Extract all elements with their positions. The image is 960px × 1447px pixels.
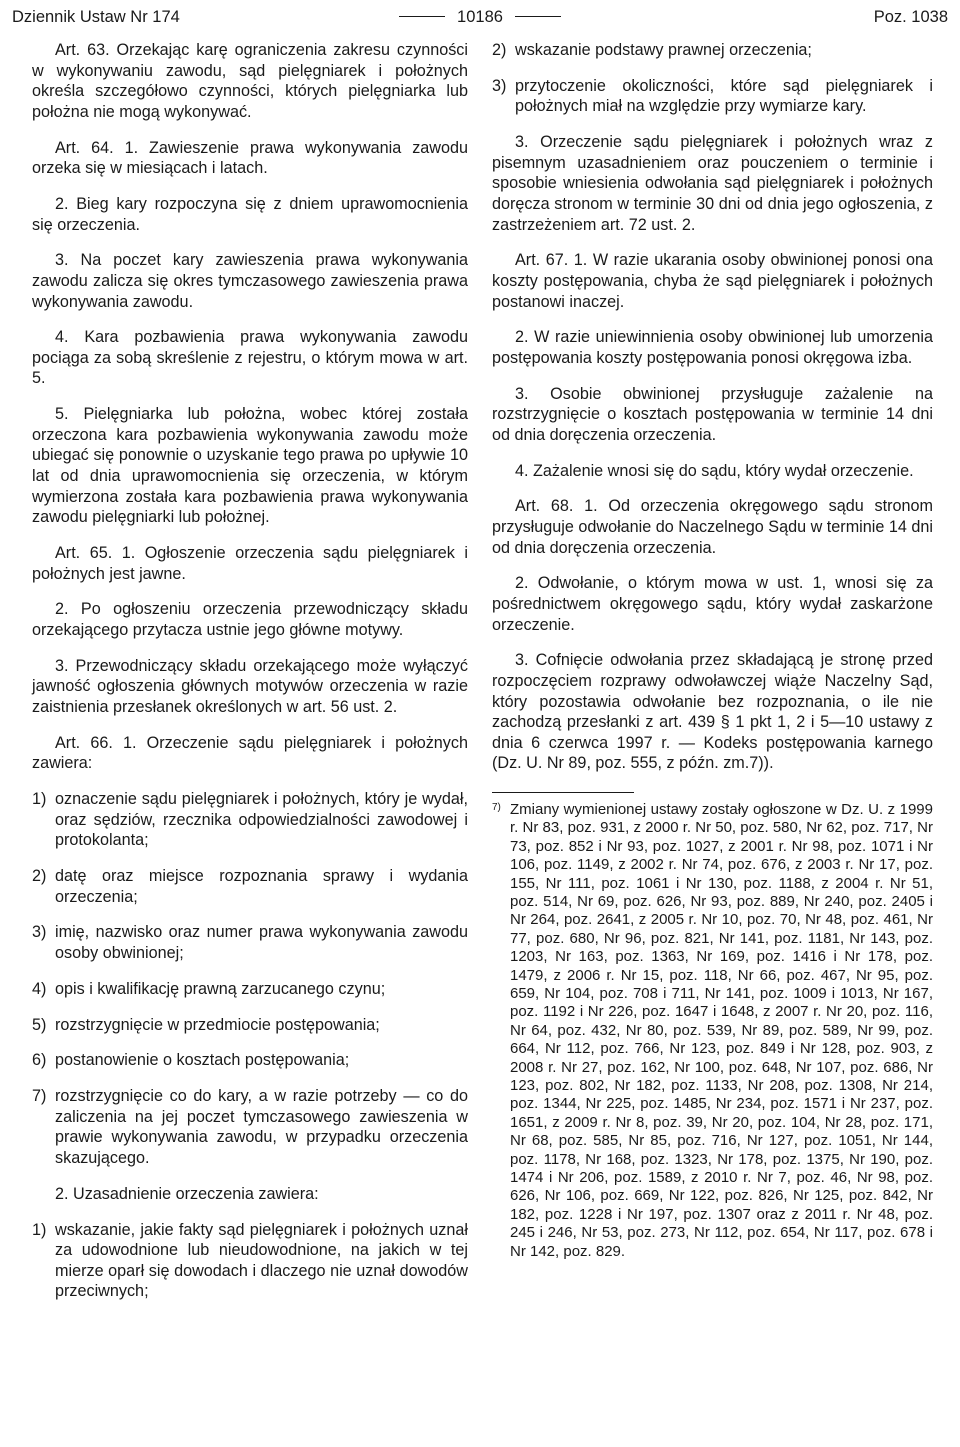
list-item-number: 4) — [32, 979, 47, 998]
list-item — [32, 1086, 468, 1168]
list-item-text: wskazanie podstawy prawnej orzeczenia; — [515, 41, 812, 59]
paragraph: Art. 64. 1. Zawieszenie prawa wykonywania zawodu orzeka się w miesiącach i latach. — [32, 138, 468, 178]
list-item — [32, 1220, 468, 1302]
list-item-number: 1) — [32, 790, 47, 809]
list-item — [32, 979, 468, 1000]
paragraph: Art. 66. 1. Orzeczenie sądu pielęgniarek i położnych zawiera: — [32, 733, 468, 773]
list-item-text: opis i kwalifikację prawną zarzucanego czynu; — [55, 979, 386, 998]
paragraph: 5. Pielęgniarka lub położna, wobec której została orzeczona kara pozbawienia wykonywania zawodu może ubiegać się ponownie o uzyskanie tego prawa po upływie 10 lat od dnia uprawomocnienia się orzeczenia, w którym wymierzona została kara pozbawienia prawa wykonywania zawodu pielęgniarki lub położnej. — [32, 405, 468, 527]
page-header — [0, 0, 960, 44]
list-item-text: przytoczenie okoliczności, które sąd pielęgniarek i położnych miał na względzie przy wymiarze kary. — [515, 76, 933, 116]
paragraph: 4. Zażalenie wnosi się do sądu, który wydał orzeczenie. — [515, 461, 914, 480]
position-number: Poz. 1038 — [873, 8, 948, 26]
dash-right — [515, 16, 561, 17]
right-column-body — [492, 40, 933, 774]
paragraph: 2. Uzasadnienie orzeczenia zawiera: — [55, 1184, 319, 1203]
paragraph: 3. Cofnięcie odwołania przez składającą je stronę przed rozpoczęciem rozprawy odwoławczej wiąże Naczelny Sąd, który pozostawia odwołanie bez rozpoznania, o ile nie zachodzą przesłanki z art. 439 § 1 pkt 1, 2 i 5—10 ustawy z dnia 6 czerwca 1997 r. — Kodeks postępowania karnego (Dz. U. Nr 89, poz. 555, z późn. zm.7)). — [492, 651, 933, 773]
list-item-text: imię, nazwisko oraz numer prawa wykonywania zawodu osoby obwinionej; — [55, 923, 468, 963]
paragraph: Art. 65. 1. Ogłoszenie orzeczenia sądu pielęgniarek i położnych jest jawne. — [32, 544, 468, 583]
paragraph: 3. Przewodniczący składu orzekającego może wyłączyć jawność ogłoszenia głównych motywów orzeczenia w razie zaistnienia przesłanek określonych w art. 56 ust. 2. — [32, 656, 468, 716]
paragraph: 3. Orzeczenie sądu pielęgniarek i położnych wraz z pisemnym uzasadnieniem oraz pouczeniem o terminie i sposobie wniesienia odwołania sąd pielęgniarek i położnych doręcza stronom w terminie 30 dni od dnia jego ogłoszenia, z zastrzeżeniem art. 72 ust. 2. — [492, 133, 933, 234]
list-item — [32, 1050, 468, 1071]
footnote — [492, 801, 933, 1261]
paragraph: 2. Bieg kary rozpoczyna się z dniem uprawomocnienia się orzeczenia. — [32, 194, 468, 234]
paragraph: 3. Osobie obwinionej przysługuje zażalenie na rozstrzygnięcie o kosztach postępowania w terminie 14 dni od dnia doręczenia orzeczenia. — [492, 384, 933, 444]
list-item-number: 5) — [32, 1015, 47, 1034]
list-item-number: 2) — [32, 867, 47, 886]
paragraph: Art. 63. Orzekając karę ograniczenia zakresu czynności w wykonywaniu zawodu, sąd pielęgniarek i położnych określa szczegółowo czynności, których pielęgniarka lub położna nie mogą wykonywać. — [32, 41, 468, 121]
left-column — [32, 40, 468, 1317]
list-item-text: wskazanie, jakie fakty sąd pielęgniarek i położnych uznał za udowodnione lub nieudowodnione, na jakich w tej mierze oparł się dowodach i dlaczego nie uznał dowodów przeciwnych; — [55, 1220, 468, 1301]
list-item — [492, 40, 933, 61]
paragraph: 3. Na poczet kary zawieszenia prawa wykonywania zawodu zalicza się okres tymczasowego zawieszenia prawa wykonywania zawodu. — [32, 251, 468, 311]
list-item-text: datę oraz miejsce rozpoznania sprawy i wydania orzeczenia; — [55, 867, 468, 906]
list-item — [32, 922, 468, 963]
list-item-number: 7) — [32, 1087, 47, 1106]
list-item — [492, 76, 933, 117]
footnote-marker: 7) — [492, 801, 501, 813]
footnote-rule — [492, 792, 634, 793]
list-item-number: 6) — [32, 1051, 47, 1070]
list-item — [32, 1015, 468, 1036]
paragraph: 4. Kara pozbawienia prawa wykonywania zawodu pociąga za sobą skreślenie z rejestru, o którym mowa w art. 5. — [32, 328, 468, 388]
list-item-text: rozstrzygnięcie co do kary, a w razie potrzeby — co do zaliczenia na jej poczet tymczasowego zawieszenia w prawie wykonywania zawodu, w przypadku orzeczenia skazującego. — [55, 1087, 468, 1167]
page-number-block — [0, 8, 960, 27]
paragraph: Art. 68. 1. Od orzeczenia okręgowego sądu stronom przysługuje odwołanie do Naczelnego Sądu w terminie 14 dni od dnia doręczenia orzeczenia. — [492, 497, 933, 557]
list-item-number: 1) — [32, 1220, 47, 1239]
footnote-text: Zmiany wymienionej ustawy zostały ogłoszone w Dz. U. z 1999 r. Nr 83, poz. 931, z 2000 r. Nr 50, poz. 580, Nr 62, poz. 717, Nr 73, poz. 852 i Nr 93, poz. 1027, z 2001 r. Nr 98, poz. 1071 i Nr 106, poz. 1149, z 2002 r. Nr 74, poz. 676, z 2003 r. Nr 17, poz. 155, Nr 111, poz. 1061 i Nr 130, poz. 1188, z 2004 r. Nr 51, poz. 514, Nr 69, poz. 626, Nr 93, poz. 889, Nr 240, poz. 2405 i Nr 264, poz. 2641, z 2005 r. Nr 10, poz. 70, Nr 48, poz. 461, Nr 77, poz. 680, Nr 96, poz. 821, Nr 141, poz. 1181, Nr 143, poz. 1203, Nr 163, poz. 1363, Nr 169, poz. 1416 i Nr 178, poz. 1479, z 2006 r. Nr 15, poz. 118, Nr 66, poz. 467, Nr 95, poz. 659, Nr 104, poz. 708 i 711, Nr 141, poz. 1009 i 1013, Nr 167, poz. 1192 i Nr 226, poz. 1647 i 1648, z 2007 r. Nr 20, poz. 116, Nr 64, poz. 432, Nr 80, poz. 539, Nr 89, poz. 589, Nr 99, poz. 664, Nr 112, poz. 766, Nr 123, poz. 849 i Nr 128, poz. 903, z 2008 r. Nr 27, poz. 162, Nr 100, poz. 648, Nr 107, poz. 686, Nr 123, poz. 802, Nr 182, poz. 1133, Nr 208, poz. 1308, Nr 214, poz. 1344, Nr 225, poz. 1485, Nr 234, poz. 1571 i Nr 237, poz. 1651, z 2009 r. Nr 8, poz. 39, Nr 20, poz. 104, Nr 28, poz. 171, Nr 68, poz. 585, Nr 85, poz. 716, Nr 127, poz. 1051, Nr 144, poz. 1178, Nr 168, poz. 1323, Nr 178, poz. 1375, Nr 190, poz. 1474 i Nr 206, poz. 1589, z 2010 r. Nr 7, poz. 46, Nr 98, poz. 626, Nr 106, poz. 669, Nr 122, poz. 826, Nr 125, poz. 842, Nr 182, poz. 1228 i Nr 197, poz. 1307 oraz z 2011 r. Nr 48, poz. 245 i 246, Nr 53, poz. 273, Nr 112, poz. 654, Nr 117, poz. 678 i Nr 142, poz. 829. — [510, 800, 933, 1260]
list-item-text: oznaczenie sądu pielęgniarek i położnych, który je wydał, oraz sędziów, rzecznika odpowiedzialności zawodowej i protokolanta; — [55, 790, 468, 850]
list-item-number: 3) — [32, 923, 47, 942]
dash-left — [399, 16, 445, 17]
list-item-text: postanowienie o kosztach postępowania; — [55, 1051, 350, 1070]
list-item-number: 2) — [492, 41, 507, 59]
paragraph: 2. Po ogłoszeniu orzeczenia przewodniczący składu orzekającego przytacza ustnie jego główne motywy. — [32, 600, 468, 639]
page-number: 10186 — [457, 8, 503, 26]
paragraph: 2. Odwołanie, o którym mowa w ust. 1, wnosi się za pośrednictwem okręgowego sądu, który wydał zaskarżone orzeczenie. — [492, 574, 933, 634]
list-item-text: rozstrzygnięcie w przedmiocie postępowania; — [55, 1015, 380, 1034]
list-item-number: 3) — [492, 76, 507, 95]
list-item — [32, 789, 468, 851]
right-column — [492, 40, 933, 1261]
list-item — [32, 866, 468, 907]
journal-title: Dziennik Ustaw Nr 174 — [12, 8, 180, 26]
paragraph: 2. W razie uniewinnienia osoby obwinionej lub umorzenia postępowania koszty postępowania ponosi okręgowa izba. — [492, 328, 933, 367]
paragraph: Art. 67. 1. W razie ukarania osoby obwinionej ponosi ona koszty postępowania, chyba że sąd pielęgniarek i położnych postanowi inaczej. — [492, 251, 933, 311]
